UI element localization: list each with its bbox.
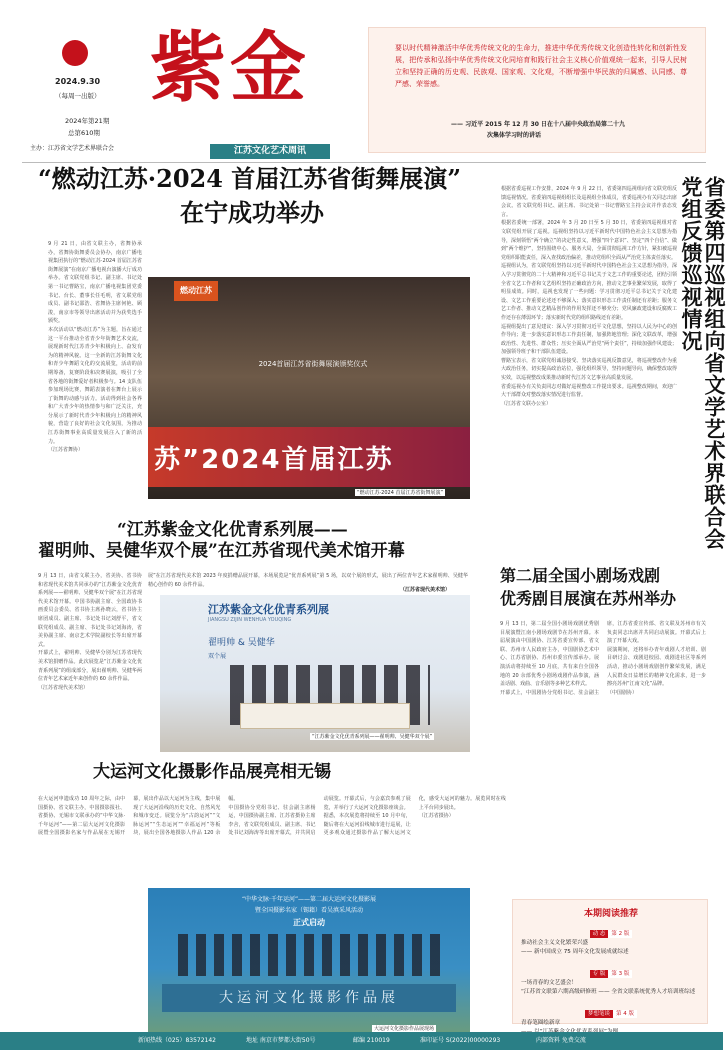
- reading-item-line: 推动社会主义文化繁荣兴盛: [521, 940, 589, 946]
- issue-frequency: （每周一出版）: [55, 92, 101, 100]
- reading-item-header: [521, 920, 701, 939]
- quote-source-line2: 次集体学习时的讲话: [487, 132, 542, 139]
- photo-banner: 2024首届江苏省街舞展演颁奖仪式: [258, 360, 368, 368]
- article2-photo-caption: “江苏紫金文化优青系列展——翟明帅、吴健华双个展”: [312, 734, 433, 740]
- article1-photo: [148, 277, 470, 499]
- issue-number: 2024年第21期: [65, 117, 110, 125]
- photo-stage-text: 苏”2024首届江苏: [154, 445, 394, 475]
- article5-body: 9 月 13 日，第二届全国小剧场戏剧优秀剧目展演暨江南小剧场戏剧节在苏州开幕。本届展演由中国剧协、江苏省委宣传部、省文联、苏州市人民政府主办，中国剧协艺术中心、江苏省剧协、苏州市委宣传部承办。展演活动将持续至 10 月底，共有来自全国各地的 20 余部优秀小剧场戏剧作品参演，涵盖话剧、戏曲、音乐剧等多种艺术样式。 开幕式上，中国剧协分党组书记、驻会副主席，江苏省委宣传部、省文联及苏州市有关负责同志出席并共同启动展演。开幕式后上演了开幕大戏。 展演期间，还将举办青年戏剧人才培训、剧目研讨会、戏剧进校园、戏剧进社区等系列活动，推动小剧场戏剧创作繁荣发展，满足人民群众日益增长的精神文化需求，进一步擦亮苏州“江南文化”品牌。 （中国剧协）: [500, 621, 706, 696]
- photo-banner: 大运河文化摄影作品展: [162, 984, 456, 1012]
- reading-item-page: 第 3 版: [608, 970, 632, 978]
- reading-item[interactable]: [521, 960, 701, 997]
- reading-box: [512, 899, 708, 1024]
- backdrop-line3: 正式启动: [293, 918, 325, 927]
- quote-text: 要以时代精神激活中华优秀传统文化的生命力，推进中华优秀传统文化创造性转化和创新性发展，把传承和弘扬中华优秀传统文化同培育和践行社会主义核心价值观统一起来，引导人民树立和坚持正确的历史观、民族观、国家观、文化观，不断增强中华民族的归属感、认同感、尊严感、荣誉感。: [395, 44, 687, 88]
- reading-item-line: 一场青春的文艺盛会！: [521, 980, 577, 986]
- article4-title: 省委第四巡视组向省文学艺术界联合会党组反馈巡视情况: [679, 176, 727, 550]
- article3-body: 在大运河申遗成功 10 周年之际，由中国摄协、省文联主办，中国摄影报社、省摄协、无锡市文联承办的“中华文脉·千年运河”——第二届大运河文化摄影展暨全国摄影名家与作品展在无锡开幕，展出作品以大运河为主线，集中展现了大运河沿线的历史文化、自然风光和城市变迁。展览分为“古韵运河”“文脉运河”“生态运河”“幸福运河”等板块，展出全国各地摄影人作品 120 余幅。 中国摄协分党组书记、驻会副主席杨运，中国摄协副主席、江苏省摄协主席李舍，省文联党组成员、副主席、书记处书记刘海涛等出席开幕式，并共同启动展览。开幕式后，与会嘉宾参观了展览，并举行了大运河文化摄影座谈会。 据悉，本次展览将持续至 10 月中旬，随后将在大运河沿线城市进行巡展，让更多观众通过摄影作品了解大运河文化，感受大运河的魅力。展览同时在线上平台同步展出。 （江苏省摄协）: [38, 796, 506, 837]
- article5-title-line2: 优秀剧目展演在苏州举办: [500, 589, 677, 608]
- article2-body: 9 月 13 日，由省文联主办，省美协、省书协和省现代美术馆共同承办的“江苏紫金文化优青系列展——翟明帅、吴健华双个展”在江苏省现代美术馆开幕。中国书协副主席、全国政协书画委员会委员、省书协主席孙晓云，省书协主席团成员、副主席、书记处书记刘舒平，省文联党组成员、副主席、书记处书记刘海涛，省美协副主席、南京艺术学院副校长等出席开幕式。 开幕式上，翟明帅、吴健华分别为江苏省现代美术馆捐赠作品。此次展览是“江苏紫金文化优青系列展”的组成部分，展出翟明帅、吴健华两位青年艺术家近年来创作的 60 余件作品。 （江苏省现代美术馆）: [38, 573, 142, 691]
- sponsor: 主办：江苏省文学艺术界联合会: [30, 145, 115, 152]
- photo-banner-tag: 双个展: [208, 653, 227, 660]
- reading-item[interactable]: [521, 920, 701, 957]
- footer-bar: [0, 1032, 723, 1050]
- footer-note: 内部资料 免费交流: [536, 1037, 586, 1044]
- reading-title: 本期阅读推荐: [583, 909, 638, 919]
- article2-source: （江苏省现代美术馆）: [400, 587, 451, 593]
- reading-list: [521, 920, 701, 1040]
- article2-photo: [160, 595, 470, 752]
- article2-title-line1: “江苏紫金文化优青系列展——: [117, 520, 348, 540]
- photo-scroll: [240, 703, 410, 729]
- backdrop-line1: “中华文脉·千年运河”——第二届大运河文化摄影展: [241, 896, 377, 903]
- photo-people: [178, 934, 440, 976]
- article3-photo-caption: 大运河文化摄影作品展现场: [374, 1026, 435, 1032]
- reading-item-line: 青春笔圈绘新章: [521, 1020, 561, 1026]
- photo-banner-title: 江苏紫金文化优青系列展: [208, 603, 329, 616]
- reading-item-page: 第 4 版: [613, 1010, 637, 1018]
- reading-item-page: 第 2 版: [608, 930, 632, 938]
- issue-date: 2024.9.30: [55, 77, 101, 86]
- masthead: [0, 0, 723, 160]
- reading-item-line: “江苏省文联第六期高级研修班 —— 全省文联系统优秀人才培训班综述: [521, 989, 696, 995]
- reading-item-line: —— 新中国成立 75 周年文化发展成就综述: [521, 949, 629, 955]
- reading-item-header: [521, 960, 701, 979]
- footer-license: 准印证号 S(2022)00000293: [420, 1037, 501, 1044]
- backdrop-line2: 暨全国摄影名家（锡籍）看吴滇采风活动: [254, 907, 363, 914]
- footer-address: 地址 南京市梦都大街50号: [246, 1037, 316, 1044]
- photo-logo: 燃动江苏: [174, 281, 218, 301]
- issue-total: 总第610期: [68, 129, 100, 137]
- footer-hotline: 新闻热线（025）83572142: [138, 1037, 216, 1044]
- quote-source-line1: —— 习近平 2015 年 12 月 30 日在十八届中央政治局第二十九: [451, 121, 626, 128]
- reading-item-tag: 动 态: [590, 930, 609, 938]
- article2-photo-caption-top: 展”在江苏省现代美术馆 2023 年度捐赠品展开幕，本场展览是“优青系列展”第 5 场，以双个展的形式，展出了两位青年艺术家翟明帅、吴健华精心创作的 60 余件作品。: [148, 573, 468, 588]
- footer-postcode: 邮编 210019: [353, 1037, 390, 1044]
- photo-banner-sub: JIANGSU ZIJIN WENHUA YOUQING: [208, 617, 292, 623]
- photo-banner-names: 翟明帅 & 吴健华: [208, 638, 275, 648]
- quote-box: [368, 27, 706, 153]
- article1-photo-caption: “燃动江苏·2024 首届江苏省街舞展演”: [357, 490, 444, 496]
- logo-emblem: [62, 40, 88, 66]
- masthead-title: 紫金: [150, 23, 310, 112]
- reading-item-tag: 专 版: [590, 970, 609, 978]
- article1-body: 9 月 21 日，由省文联主办，省舞协承办，省舞协街舞委员会协办，南京广播电视集团执行的“燃动江苏·2024 首届江苏省街舞展演”在南京广播电视台演播大厅成功举办。省文联党组书记、副主席、书记处第一书记曹路宝，南京广播电视集团党委书记、台长、董事长任毛明，省文联党组成员、副书记邵浩、省舞协主席何艳、顾浚，南京市等领导出席活动并为获奖选手颁奖。 本次活动以“燃动江苏”为主题，旨在通过这一平台推动全省青少年街舞艺术交流，展现新时代江苏青少年积极向上、奋发有为的精神风貌。这一全新的江苏街舞文化和青少年舞蹈文化的交流展览，活动的前期筹备，复赛阶段和决赛展演，吸引了全省各地的街舞爱好者积极参与。14 支队伍参加现场比赛，舞蹈表演者在舞台上展示了街舞的动感与活力。活动得到社会各界和广大青少年的热情参与和广泛关注，充分展示了新时代青少年积极向上的精神风貌，营造了良好的社会文化氛围，为推动江苏街舞事业高质量发展注入了新的活力。 （江苏省舞协）: [48, 241, 142, 454]
- reading-item-tag: 梦想笔谈: [585, 1010, 613, 1018]
- article1-title-line1: “燃动江苏·2024 首届江苏省街舞展演”: [38, 164, 462, 193]
- article3-title: 大运河文化摄影作品展亮相无锡: [93, 762, 331, 782]
- article5-title-line1: 第二届全国小剧场戏剧: [500, 566, 661, 585]
- article1-title-line2: 在宁成功举办: [180, 198, 324, 227]
- article3-photo: [148, 888, 470, 1034]
- masthead-subtitle: 江苏文化艺术周讯: [210, 144, 330, 159]
- article4-body: 根据省委巡视工作安排，2024 年 9 月 22 日，省委第四巡视组向省文联党组反馈巡视情况。省委第四巡视组组长及巡视组全体成员，省委巡视办有关同志出席会议。省文联党组书记、副主席、书记处第一书记曹路宝主持会议并作表态发言。 根据省委统一部署，2024 年 3 月 20 日至 5 月 30 日，省委第四巡视组对省文联党组开展了巡视。巡视组坚持以习近平新时代中国特色社会主义思想为指导，深刻领悟“两个确立”的决定性意义，增强“四个意识”、坚定“四个自信”、做到“两个维护”，坚持围绕中心、服务大局，全面贯彻巡视工作方针，紧扣被巡视党组织职能责任，深入查找政治偏差，推动党组织全面从严治党主体责任落实。 巡视组认为，省文联党组坚持以习近平新时代中国特色社会主义思想为指导，深入学习贯彻党的二十大精神和习近平总书记关于文艺工作的重要论述，团结引领全省文艺工作者和文艺组织坚持正确政治方向，推动文艺事业繁荣发展，取得了明显成效。同时，巡视也发现了一些问题：学习贯彻习近平总书记关于文化建设、文艺工作重要论述还不够深入；落实意识形态工作责任制还有差距；服务文艺工作者、推动文艺精品创作的作用发挥还不够充分；党风廉政建设和反腐败工作还存在薄弱环节；落实新时代党的组织路线还有差距。 巡视组提出了意见建议：深入学习贯彻习近平文化思想，坚持以人民为中心的创作导向；进一步落实意识形态工作责任制，加强阵地管理；深化文联改革，增强政治性、先进性、群众性；压实全面从严治党“两个责任”，持续加强作风建设；加强领导班子和干部队伍建设。 曹路宝表示，省文联党组诚恳接受、坚决落实巡视反馈意见，将巡视整改作为重大政治任务，切实提高政治站位，强化组织领导，坚持问题导向，确保整改取得实效，以巡视整改成果推动新时代江苏文艺事业高质量发展。 省委巡视办有关负责同志对做好巡视整改工作提出要求。巡视整改期间，欢迎广大干部群众对整改落实情况进行监督。 （江苏省文联办公室）: [501, 186, 677, 407]
- reading-item-header: [521, 1000, 701, 1019]
- article2-title-line2: 翟明帅、吴健华双个展”在江苏省现代美术馆开幕: [38, 541, 405, 561]
